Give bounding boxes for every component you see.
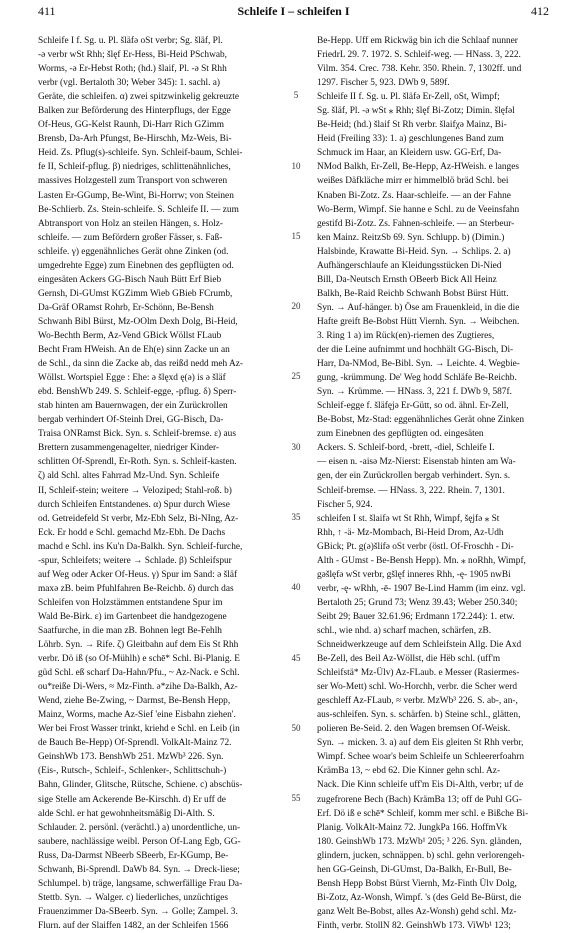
- text-line: Be-Hepp. Uff em Rickwäg bin ich die Schlaaf nunner: [317, 36, 518, 46]
- text-line: Nack. Die Kinn schleife uff'm Eis Di-Alth, verbr; uf de: [317, 780, 524, 791]
- text-line: saubere, nachlässige weibl. Person Of-Lang Egb, GG-: [38, 836, 241, 847]
- text-line: Bahn, Glinder, Glitsche, Rütsche, Schiene. c) abschüs-: [38, 780, 243, 791]
- text-line: schlitten Of-Sprendl, Er-Roth. Syn. s. Schleif-kasten.: [38, 457, 237, 468]
- text-line: KrämBa 13, ~ ebd 62. Die Kinner gehn schl. Az-: [317, 766, 501, 777]
- line-number: 25: [291, 371, 301, 382]
- text-line: GBick; Pt. g(ǝ)šlifǝ oSt verbr (östl. Of-Froschh - Di-: [317, 541, 514, 552]
- text-line: Erf. Dö iß e schē* Schleif, komm mer schl. e Bißche Bi-: [317, 808, 529, 819]
- text-line: bergab verhindert Of-Steinh Drei, GG-Bisch, Da-: [38, 415, 224, 426]
- text-line: Harr, Da-NMod, Be-Bibl. Syn. → Leichte. 4. Wegbie-: [317, 359, 520, 370]
- text-line: Flurn. auf der Slaiffen 1482, an der Schleifen 1566: [38, 920, 229, 931]
- line-number: 20: [291, 301, 301, 312]
- line-number: 55: [291, 793, 301, 804]
- text-line: Be-Heid; (hd.) šlaif St Rh verbr. šlaifχǝ Mainz, Bi-: [317, 120, 507, 131]
- text-line: Halsbinde, Krawatte Bi-Heid. Syn. → Schlips. 2. a): [317, 246, 511, 257]
- text-line: Wer bei Frost Wasser trinkt, kriehd e Schl. en Leib (in: [38, 724, 240, 735]
- text-line: Gernsh, Di-GUmst KGZimm Wieb GBieb FCrumb,: [38, 288, 233, 299]
- text-line: zugefrorene Bech (Bach) KrämBa 13; off de Puhl GG-: [317, 794, 522, 805]
- text-line: güd Schl. eß scharf Da-Hahn/Pfu., ~ Az-Nack. e Schl.: [38, 668, 240, 679]
- text-line: ganz Welt Be-Bobst, alles Az-Wonsh) gehd schl. Mz-: [317, 906, 517, 917]
- text-line: Wend, ziehe Be-Zwing, ~ Darmst, Be-Bensh Hepp,: [38, 696, 231, 707]
- text-line: Seibt 29; Bauer 32.61.96; Erdmann 172.244): 1. etw.: [317, 611, 515, 622]
- text-line: Bertaloth 25; Grund 73; Wenz 39.43; Weber 250.340;: [317, 597, 518, 608]
- text-line: Balken zur Beförderung des Hinterpflugs, der Egge: [38, 106, 231, 117]
- text-line: Schlauder. 2. persönl. (verächtl.) a) unordentliche, un-: [38, 822, 241, 833]
- text-line: durch Schleifen Entstandenes. α) Spur durch Wiese: [38, 499, 230, 510]
- text-line: Da-Gräf ORamst Rohrb, Er-Schönn, Be-Bensh: [38, 302, 214, 313]
- text-line: Be-Schlierb. Zs. Stein-schleife. S. Schleife II. — zum: [38, 204, 239, 215]
- text-line: stab hinten am Bauernwagen, der ein Zurückrollen: [38, 401, 228, 412]
- text-line: Of-Heus, GG-Kelst Raunh, Di-Harr Rich GZimm: [38, 120, 225, 131]
- text-line: Schleife II f. Sg. u. Pl. šläfǝ Er-Zell, oSt, Wimpf;: [317, 92, 500, 103]
- text-line: gung, -krümmung. De' Weg hodd Schläfe Be-Reichb.: [317, 373, 517, 384]
- text-line: umgedrehte Egge) zum Einebnen des gepflügten od.: [38, 260, 234, 271]
- line-number: 30: [291, 441, 301, 452]
- text-line: Brensb, Da-Arh Pfungst, Be-Hirschh, Mz-Weis, Bi-: [38, 134, 232, 145]
- text-line: Heid (Freiling 33): 1. a) geschlungenes Band zum: [317, 134, 504, 145]
- text-line: Aufhängerschlaufe an Kleidungsstücken Di-Nied: [317, 260, 502, 271]
- text-line: Lasten Er-GGump, Be-Wint, Bi-Horrw; von Steinen: [38, 190, 234, 201]
- text-line: machd e Schl. ins Ku'n Da-Balkh. Syn. Schleif-furche,: [38, 541, 243, 552]
- text-line: Ackers. S. Schleif-bord, -brett, -diel, Schleife I.: [317, 443, 495, 454]
- text-line: Geräte, die schleifen. α) zwei spitzwinkelig gekreuzte: [38, 92, 240, 103]
- text-line: geschleff Az-FLaub, ≈ verbr. MzWb³ 226. S. ab-, an-,: [317, 696, 518, 707]
- text-line: polieren Be-Seid. 2. den Wagen bremsen Of-Weisk.: [317, 724, 511, 735]
- page-number-left: 411: [38, 4, 56, 18]
- running-title: Schleife I – schleifen I: [237, 4, 350, 18]
- text-line: verbr (vgl. Bertaloth 30; Weber 345): 1. sachl. a): [38, 78, 221, 89]
- text-line: Traisa ONRamst Bick. Syn. s. Schleif-bremse. ε) aus: [38, 429, 236, 440]
- text-line: sige Stelle am Ackerende Be-Kirschh. d) Er uff de: [38, 794, 226, 805]
- text-line: Löhrb. Syn. → Rife. ζ) Gleitbahn auf dem Eis St Rhh: [38, 640, 239, 651]
- text-line: Schmuck im Haar, an Kleidern usw. GG-Erf, Da-: [317, 148, 502, 159]
- text-line: ken Mainz. ReitzSb 69. Syn. Schlupp. b) (Dimin.): [317, 232, 505, 243]
- text-line: Wo-Berm, Wimpf. Sie hanne e Schl. zu de Veeinsfahn: [317, 204, 520, 215]
- text-line: NMod Balkh, Er-Zell, Be-Hepp, Az-HWeish. e langes: [317, 162, 519, 173]
- right-column: [317, 34, 549, 933]
- line-number: 35: [291, 512, 301, 523]
- text-line: de Bauch Be-Hepp) Of-Sprendl. VolkAlt-Mainz 72.: [38, 738, 232, 749]
- text-line: Wimpf. Schee woar's beim Schleife un Schleererfoahrn: [317, 752, 525, 763]
- text-line: -spur, Schleifets; weitere → Schlade. β) Schleifspur: [38, 555, 232, 566]
- text-line: verbr, -ę- wRhh, -ē- 1907 Be-Lind Hamm (im einz. vgl.: [317, 583, 526, 594]
- text-line: alde Schl. er hat gewohnheitsmäßig Di-Alth. S.: [38, 808, 215, 819]
- text-line: Stettb. Syn. → Walger. c) liederliches, unzüchtiges: [38, 892, 229, 903]
- text-line: Schleife I f. Sg. u. Pl. šläfǝ oSt verbr; Sg. šläf, Pl.: [38, 36, 223, 46]
- text-line: Syn. → micken. 3. a) auf dem Eis gleiten St Rhh verbr,: [317, 738, 524, 749]
- text-line: schleifen I st. šlaifǝ wt St Rhh, Wimpf, šęjfǝ ⁎ St: [317, 513, 500, 524]
- line-number: 50: [291, 722, 301, 733]
- text-line: Fischer 5, 924.: [317, 499, 373, 510]
- text-line: aus-schleifen. Syn. s. schärfen. b) Steine schl., glätten,: [317, 710, 521, 721]
- text-line: Russ, Da-Darmst NBeerb SBeerb, Er-KGump, Be-: [38, 850, 229, 861]
- text-line: Saatfurche, in die man zB. Bohnen legt Be-Fehlh: [38, 625, 222, 636]
- text-line: Frauenzimmer Da-SBeerb. Syn. → Golle; Zampel. 3.: [38, 906, 238, 917]
- text-line: ζ) ald Schl. altes Fahrrad Mz-Und. Syn. Schleife: [38, 471, 220, 482]
- text-line: Mainz, Worms, mache Az-Sief 'eine Eisbahn ziehen'.: [38, 710, 236, 721]
- text-line: de Schl., da sinn die Zacke ab, das reißd nedd meh Az-: [38, 359, 243, 370]
- text-line: Bi-Zotz, Az-Wonsh, Wimpf. 's (des Geld Be-Bürst, die: [317, 892, 522, 903]
- text-line: Wöllst. Wortspiel Egge : Ehe: ǝ šlęxd ę(ǝ) is ǝ šläf: [38, 373, 226, 384]
- text-line: maxǝ zB. beim Pfuhlfahren Be-Reichb. δ) durch das: [38, 583, 234, 594]
- text-line: zum Einebnen des gepflügten od. eingesäten: [317, 429, 484, 440]
- text-line: Rhh, ↑ -ä- Mz-Mombach, Bi-Heid Drom, Az-Udh: [317, 527, 504, 538]
- text-line: gen, der ein Zurückrollen bergab verhindert. Syn. s.: [317, 471, 511, 482]
- page-number-right: 412: [531, 4, 549, 18]
- text-line: Schleifstä* Mz-Ülv) Az-FLaub. e Messer (Rasiermes-: [317, 668, 520, 679]
- line-number: 15: [291, 230, 301, 241]
- text-line: Hafte greift Be-Bobst Hütt Viernh. Syn. → Weibchen.: [317, 316, 520, 327]
- text-line: hen GG-Geinsh, Di-GUmst, Da-Balkh, Er-Bull, Be-: [317, 864, 512, 875]
- text-line: Schlumpel. b) träge, langsame, schwerfällige Frau Da-: [38, 878, 243, 889]
- text-line: (Eis-, Rutsch-, Schleif-, Schlenker-, Schlittschuh-): [38, 766, 227, 777]
- text-line: Schneidwerkzeuge auf dem Schleifstein Allg. Die Axd: [317, 640, 522, 651]
- text-line: schl., wie nhd. a) scharf machen, schärfen, zB.: [317, 625, 492, 636]
- text-line: Syn. → Auf-hänger. b) Öse am Frauenkleid, in die die: [317, 302, 520, 313]
- text-line: weißes Däfkläche mirr er himmelblö bräd Schl. bei: [317, 176, 509, 187]
- text-line: glindern, jucken, schnäppen. b) schl. gehn verlorengeh-: [317, 850, 525, 861]
- text-line: Eck. Er hodd e Schl. gemachd Mz-Ebh. De Dachs: [38, 527, 226, 538]
- text-line: Wald Be-Birk. ε) im Gartenbeet die handgezogene: [38, 611, 227, 622]
- text-line: Schwanh, Bi-Sprendl. DaWb 84. Syn. → Dreck-liese;: [38, 864, 240, 875]
- text-line: massives Holzgestell zum Transport von schweren: [38, 176, 228, 187]
- text-line: II, Schleif-stein; weitere → Veloziped; Stahl-roß. b): [38, 485, 232, 496]
- text-line: Vilm. 354. Crec. 738. Kehr. 350. Rhein. 7, 1302ff. und: [317, 64, 522, 75]
- line-number: 10: [291, 160, 301, 171]
- line-number: 5: [293, 90, 299, 101]
- text-line: Syn. → Krümme. — HNass. 3, 221 f. DWb 9, 587f.: [317, 387, 512, 398]
- text-line: — eisen n. -aisǝ Mz-Nierst: Eisenstab hinten am Wa-: [317, 457, 516, 468]
- text-line: ser Wo-Mett) schl. Wo-Horchh, verbr. die Scher werd: [317, 682, 518, 693]
- text-line: Brettern zusammengenagelter, niedriger Kinder-: [38, 443, 220, 454]
- text-line: Worms, -ǝ Er-Hebst Roth; (hd.) šlaif, Pl. -ǝ St Rhh: [38, 64, 227, 75]
- text-line: od. Getreidefeld St verbr, Mz-Ebh Selz, Bi-NIng, Az-: [38, 513, 239, 524]
- text-line: Be-Bobst, Mz-Stad: eggenähnliches Gerät ohne Zinken: [317, 415, 525, 426]
- line-number: 40: [291, 582, 301, 593]
- text-line: Schleif-bremse. — HNass. 3, 222. Rhein. 7, 1301.: [317, 485, 505, 496]
- left-column: [38, 34, 270, 933]
- text-line: Finth, verbr. StollN 82. GeinshWb 173. ViWb¹ 123;: [317, 920, 511, 931]
- text-line: Heid. Zs. Pflug(s)-schleife. Syn. Schleif-baum, Schlei-: [38, 148, 243, 159]
- text-line: eingesäten Ackers GG-Bisch Nauh Bütt Erf Bieb: [38, 274, 222, 285]
- text-line: fe II, Schleif-pflug. β) niedriges, schlittenähnliches,: [38, 162, 231, 173]
- text-line: 180. GeinshWb 173. MzWb¹ 205; ³ 226. Syn. gländen,: [317, 836, 522, 847]
- text-line: Schleif-egge f. šläfęjǝ Er-Gütt, so od. ähnl. Er-Zell,: [317, 401, 509, 412]
- text-line: gestifd Bi-Zotz. Zs. Fahnen-schleife. — an Sterbeur-: [317, 218, 515, 229]
- text-line: Knaben Bi-Zotz. Zs. Haar-schleife. — an der Fahne: [317, 190, 511, 201]
- text-line: gǝšlęfǝ wSt verbr, gšlęf inneres Rhh, -ę- 1905 nwBi: [317, 569, 511, 580]
- text-line: Bensh Hepp Bobst Bürst Viernh, Mz-Finth Ülv Dolg,: [317, 878, 517, 889]
- text-line: auf Weg oder Acker Of-Heus. γ) Spur im Sand: ǝ šläf: [38, 569, 238, 580]
- text-line: Planig. VolkAlt-Mainz 72. JungkPa 166. HoffmVk: [317, 822, 507, 833]
- text-line: ou*reiße Di-Wers, ≈ Mz-Finth. ǝ*zihe Da-Balkh, Az-: [38, 682, 238, 693]
- text-line: -ǝ verbr wSt Rhh; šlęf Er-Hess, Bi-Heid PSchwab,: [38, 50, 227, 61]
- text-line: GeinshWb 173. BenshWb 251. MzWb³ 226. Syn.: [38, 752, 224, 763]
- text-line: verbr. Dö iß (so Of-Mühlh) e schē* Schl. Bi-Planig. E: [38, 654, 240, 665]
- text-line: Schwanh Bibl Bürst, Mz-OOlm Dexh Dolg, Bi-Heid,: [38, 316, 238, 327]
- text-line: der die Leine aufnimmt und hochhält GG-Bisch, Di-: [317, 345, 514, 356]
- text-line: Becht Fram HWeish. An de Eh(e) sinn Zacke un an: [38, 345, 230, 356]
- text-line: schleife. γ) eggenähnliches Gerät ohne Zinken (od.: [38, 246, 229, 257]
- text-line: Wo-Bechth Berm, Az-Vend GBick Wöllst FLaub: [38, 330, 222, 341]
- page-header: [38, 4, 549, 22]
- text-line: schleife. — zum Befördern großer Fässer, s. Faß-: [38, 232, 223, 243]
- text-line: Be-Zell, des Beil Az-Wöllst, die Hëb schl. (uff'm: [317, 654, 501, 665]
- text-line: Schleifen von Holzstämmen entstandene Spur im: [38, 597, 223, 608]
- text-line: 3. Ring 1 a) im Rück(en)-riemen des Zugtieres,: [317, 330, 495, 341]
- text-line: Sg. šläf, Pl. -ǝ wSt ⁎ Rhh; šlęf Bi-Zotz; Dimin. šlęfǝl: [317, 106, 515, 117]
- text-line: ebd. BenshWb 249. S. Schleif-egge, -pflug. δ) Sperr-: [38, 387, 237, 398]
- text-line: Alth - GUmst - Be-Bensh Hepp). Mn. ⁎ noRhh, Wimpf,: [317, 555, 526, 566]
- text-line: Bill, Da-Neutsch Ernsth OBeerb Bick All Heinz: [317, 274, 497, 285]
- text-line: Abtransport von Holz an steilen Hängen, s. Holz-: [38, 218, 224, 229]
- text-line: FriedrL 29. 7. 1972. S. Schleif-weg. — HNass. 3, 222.: [317, 50, 521, 61]
- line-number: 45: [291, 652, 301, 663]
- text-line: Balkh, Be-Raid Reichb Schwanh Bobst Bürst Hütt.: [317, 288, 509, 299]
- text-line: 1297. Fischer 5, 923. DWb 9, 589f.: [317, 78, 450, 89]
